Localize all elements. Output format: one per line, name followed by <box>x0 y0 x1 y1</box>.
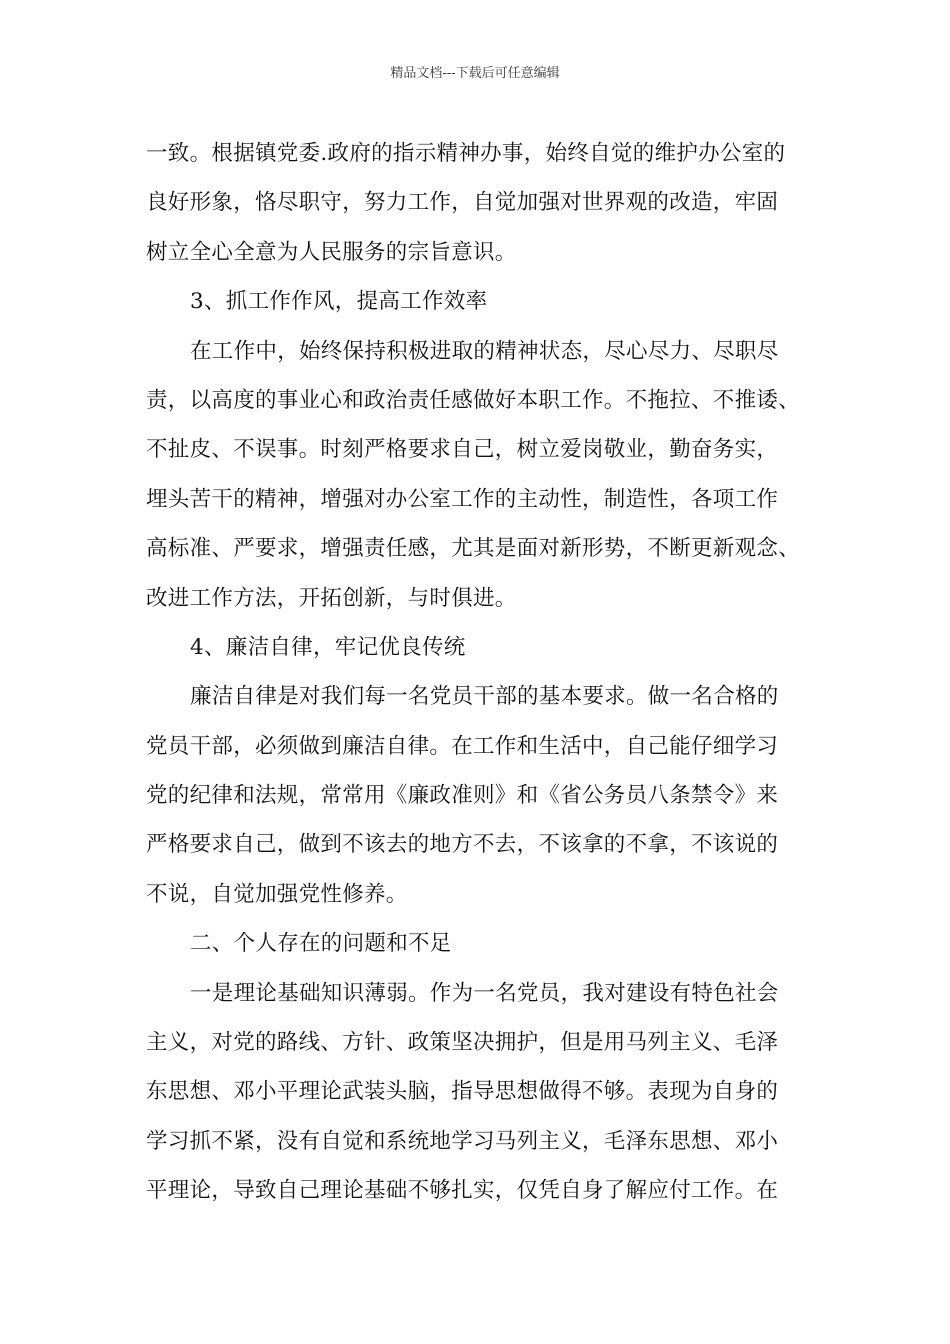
text-line: 在工作中，始终保持积极进取的精神状态，尽心尽力、尽职尽 <box>190 338 779 364</box>
text-line: 一是理论基础知识薄弱。作为一名党员，我对建设有特色社会 <box>190 980 779 1006</box>
section-heading: 二、个人存在的问题和不足 <box>190 931 452 957</box>
text-line: 主义，对党的路线、方针、政策坚决拥护，但是用马列主义、毛泽 <box>146 1030 779 1056</box>
text-line: 党员干部，必须做到廉洁自律。在工作和生活中，自己能仔细学习 <box>146 733 779 759</box>
page-header: 精品文档---下载后可任意编辑 <box>390 66 560 81</box>
text-line: 学习抓不紧，没有自觉和系统地学习马列主义，毛泽东思想、邓小 <box>146 1128 779 1154</box>
text-line: 一致。根据镇党委.政府的指示精神办事，始终自觉的维护办公室的 <box>146 141 786 166</box>
section-heading: 3、抓工作作风，提高工作效率 <box>190 289 488 315</box>
text-line: 高标准、严要求，增强责任感，尤其是面对新形势，不断更新观念、 <box>146 536 801 562</box>
text-line: 平理论，导致自己理论基础不够扎实，仅凭自身了解应付工作。在 <box>146 1178 779 1204</box>
text-line: 不扯皮、不误事。时刻严格要求自己，树立爱岗敬业，勤奋务实， <box>146 437 779 463</box>
text-line: 埋头苦干的精神，增强对办公室工作的主动性，制造性，各项工作 <box>146 486 779 512</box>
text-line: 严格要求自己，做到不该去的地方不去，不该拿的不拿，不该说的 <box>146 832 779 858</box>
section-heading: 4、廉洁自律，牢记优良传统 <box>190 634 466 660</box>
text-line: 党的纪律和法规，常常用《廉政准则》和《省公务员八条禁令》来 <box>146 783 779 809</box>
text-line: 东思想、邓小平理论武装头脑，指导思想做得不够。表现为自身的 <box>146 1079 779 1105</box>
text-line: 良好形象，恪尽职守，努力工作，自觉加强对世界观的改造，牢固 <box>146 190 779 216</box>
text-line: 责，以高度的事业心和政治责任感做好本职工作。不拖拉、不推诿、 <box>146 387 801 413</box>
text-line: 廉洁自律是对我们每一名党员干部的基本要求。做一名合格的 <box>190 684 779 710</box>
text-line: 树立全心全意为人民服务的宗旨意识。 <box>146 239 517 265</box>
text-line: 改进工作方法，开拓创新，与时俱进。 <box>146 585 517 611</box>
document-body <box>146 129 822 1216</box>
text-line: 不说，自觉加强党性修养。 <box>146 881 408 907</box>
